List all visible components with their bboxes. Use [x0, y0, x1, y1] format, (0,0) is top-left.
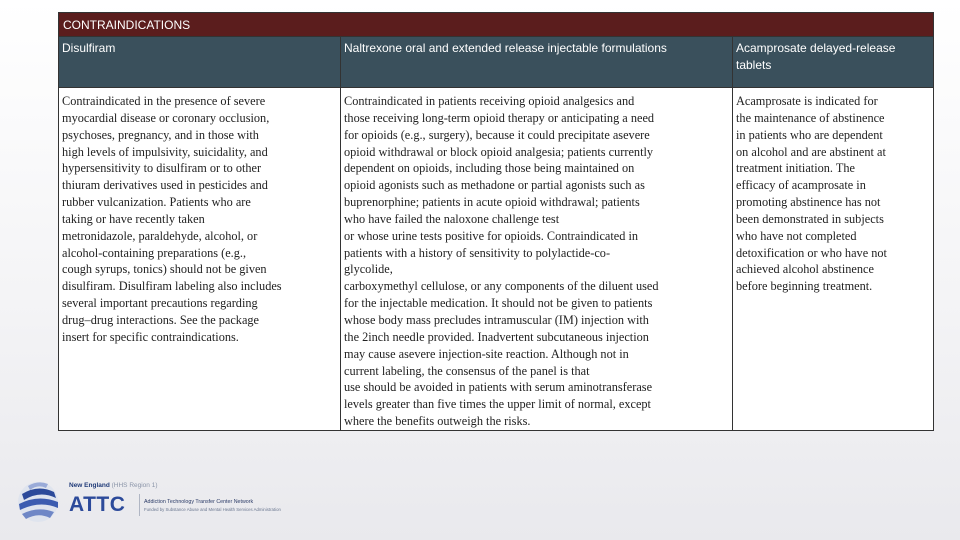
- logo-network: Addiction Technology Transfer Center Network: [144, 499, 254, 505]
- text-line: current labeling, the consensus of the panel is that: [344, 363, 590, 378]
- globe-icon: [14, 472, 66, 530]
- text-line: achieved alcohol abstinence: [736, 262, 874, 277]
- logo-region: New England (HHS Region 1): [69, 482, 158, 489]
- text-line: levels greater than five times the upper limit of normal, except: [344, 397, 651, 412]
- logo-name: ATTC: [69, 493, 126, 516]
- cell-disulfiram: [59, 88, 341, 431]
- column-divider: [340, 37, 341, 431]
- text-line: hypersensitivity to disulfiram or to other: [62, 161, 262, 176]
- text-line: alcohol-containing preparations (e.g.,: [62, 245, 247, 260]
- header-naltrexone: Naltrexone oral and extended release injectable formulations: [344, 41, 667, 55]
- text-line: buprenorphine; patients in acute opioid withdrawal; patients: [344, 195, 640, 210]
- text-line: may cause asevere injection-site reaction. Although not in: [344, 346, 629, 361]
- text-line: thiuram derivatives used in pesticides and: [62, 178, 268, 193]
- cell-naltrexone: [341, 88, 733, 431]
- text-line: rubber vulcanization. Patients who are: [62, 195, 251, 210]
- text-line: who have not completed: [736, 228, 857, 243]
- text-line: drug–drug interactions. See the package: [62, 312, 260, 327]
- text-line: carboxymethyl cellulose, or any components of the diluent used: [344, 279, 659, 294]
- text-line: high levels of impulsivity, suicidality, and: [62, 144, 268, 159]
- text-line: dependent on opioids, including those being maintained on: [344, 161, 635, 176]
- header-disulfiram: Disulfiram: [62, 41, 116, 55]
- column-divider: [732, 37, 733, 431]
- text-line: promoting abstinence has not: [736, 195, 881, 210]
- text-line: on alcohol and are abstinent at: [736, 144, 886, 159]
- text-line: insert for specific contraindications.: [62, 329, 239, 344]
- table-title: CONTRAINDICATIONS: [59, 13, 933, 37]
- text-line: opioid agonists such as methadone or partial agonists such as: [344, 178, 645, 193]
- text-line: before beginning treatment.: [736, 279, 873, 294]
- text-line: use should be avoided in patients with serum aminotransferase: [344, 380, 653, 395]
- text-line: myocardial disease or coronary occlusion,: [62, 110, 270, 125]
- text-line: efficacy of acamprosate in: [736, 178, 866, 193]
- header-acamprosate: Acamprosate delayed-release tablets: [736, 41, 896, 72]
- logo-divider: [139, 494, 140, 516]
- text-line: in patients who are dependent: [736, 127, 883, 142]
- text-line: Contraindicated in patients receiving opioid analgesics and: [344, 94, 635, 108]
- text-line: the maintenance of abstinence: [736, 110, 885, 125]
- text-line: psychoses, pregnancy, and in those with: [62, 127, 259, 142]
- text-line: treatment initiation. The: [736, 161, 855, 176]
- body-row: [59, 88, 933, 431]
- text-line: the 2inch needle provided. Inadvertent subcutaneous injection: [344, 329, 649, 344]
- text-line: where the benefits outweigh the risks.: [344, 414, 531, 429]
- contraindications-table: [58, 12, 934, 431]
- text-line: whose body mass precludes intramuscular (IM) injection with: [344, 312, 649, 327]
- cell-acamprosate: [733, 88, 933, 431]
- text-line: taking or have recently taken: [62, 211, 205, 226]
- text-line: for the injectable medication. It should not be given to patients: [344, 296, 653, 311]
- text-line: several important precautions regarding: [62, 296, 258, 311]
- text-line: been demonstrated in subjects: [736, 211, 884, 226]
- text-line: or whose urine tests positive for opioids. Contraindicated in: [344, 228, 639, 243]
- text-line: glycolide,: [344, 262, 393, 277]
- text-line: metronidazole, paraldehyde, alcohol, or: [62, 228, 258, 243]
- header-row: [59, 37, 933, 88]
- attc-logo: [14, 472, 304, 530]
- text-line: patients with a history of sensitivity to polylactide-co-: [344, 245, 611, 260]
- logo-funded-by: Funded by Substance Abuse and Mental Health Services Administration: [144, 507, 281, 512]
- text-line: disulfiram. Disulfiram labeling also includes: [62, 279, 282, 294]
- text-line: for opioids (e.g., surgery), because it could precipitate asevere: [344, 127, 650, 142]
- text-line: Acamprosate is indicated for: [736, 94, 878, 108]
- text-line: cough syrups, tonics) should not be given: [62, 262, 267, 277]
- text-line: opioid withdrawal or block opioid analgesia; patients currently: [344, 144, 654, 159]
- text-line: those receiving long-term opioid therapy or anticipating a need: [344, 110, 655, 125]
- text-line: Contraindicated in the presence of severe: [62, 94, 266, 108]
- text-line: detoxification or who have not: [736, 245, 887, 260]
- text-line: who have failed the naloxone challenge test: [344, 211, 560, 226]
